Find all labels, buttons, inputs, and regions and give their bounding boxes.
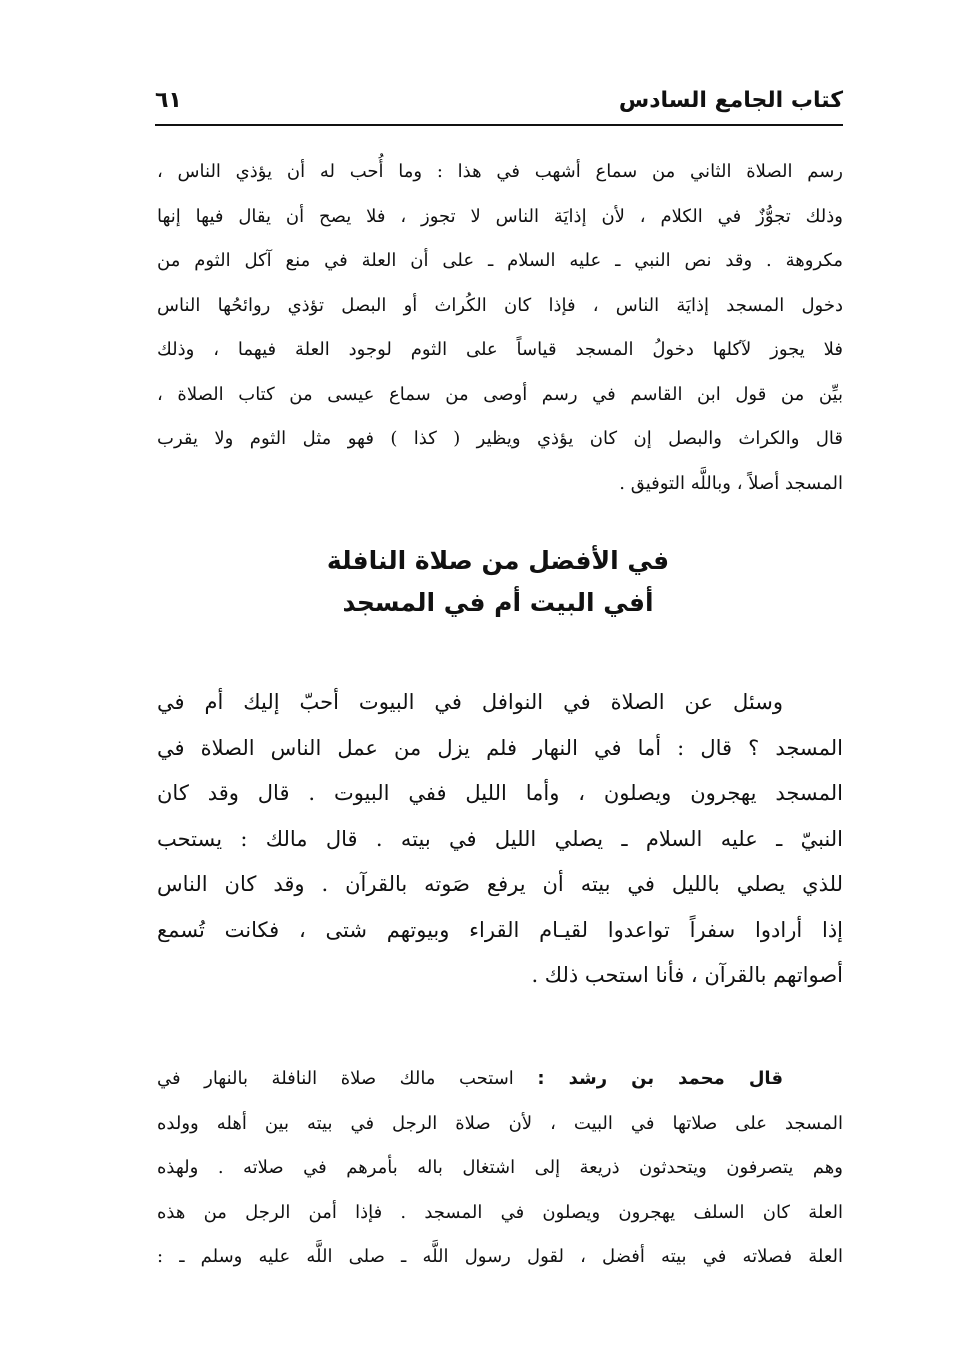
commentator-name: قال محمد بن رشد : [537, 1068, 783, 1089]
text-line: أصواتهم بالقرآن ، فأنا استحب ذلك . [531, 963, 843, 987]
text-line: إذا أرادوا سفراً تواعدوا لقيـام القراء وبيوتهم شتى ، فكانت تُسمع [157, 917, 843, 942]
text-line: وذلك تجوُّزٌ في الكلام ، لأن إذايَة الناس لا تجوز ، فلا يصح أن يقال فيها إنها [157, 205, 843, 227]
text-line: فلا يجوز لآكلها دخولُ المسجد قياساً على الثوم لوجود العلة فيهما ، وذلك [157, 339, 843, 360]
paragraph-commentary-2 [157, 1057, 843, 1280]
text-line: مكروهة . وقد نص النبي ـ عليه السلام ـ على أن العلة في منع آكل الثوم من [157, 250, 843, 271]
book-title: كتاب الجامع السادس [618, 88, 843, 113]
text-line: العلة فصلاته في بيته أفضل ، لقول رسول اللَّه ـ صلى اللَّه عليه وسلم ـ : [157, 1246, 843, 1267]
text-line: وسئل عن الصلاة في النوافل في البيوت أحبّ إليك أم في [157, 690, 783, 714]
section-heading [155, 540, 841, 624]
text-line: العلة كان السلف يهجرون ويصلون في المسجد . فإذا أمن الرجل من هذه [157, 1201, 843, 1223]
text-line: المسجد أصلاً ، وباللَّه التوفيق . [619, 472, 843, 494]
text-line: للذي يصلي بالليل في بيته أن يرفع صَوته بالقرآن . وقد كان الناس [157, 872, 843, 896]
section-heading-line-2: أفي البيت أم في المسجد [342, 588, 654, 617]
text-line: دخول المسجد إذايَة الناس ، فإذا كان الكُراث أو البصل تؤذي روائحُها الناس [157, 294, 843, 316]
running-header [155, 88, 843, 120]
section-heading-line-1: في الأفضل من صلاة النافلة [326, 546, 670, 575]
text-line: بيِّن من قول ابن القاسم في رسم أوصى من سماع عيسى من كتاب الصلاة ، [157, 383, 843, 405]
page-number: ٦١ [155, 88, 182, 113]
paragraph-main-text [157, 680, 843, 999]
text-line: وهم يتصرفون ويتحدثون ذريعة إلى اشتغال باله بأمرهم في صلاته . ولهذه [157, 1157, 843, 1178]
header-rule [155, 124, 843, 126]
text-line-rest: استحب مالك صلاة النافلة بالنهار في [157, 1068, 514, 1089]
text-line: المسجد على صلاتها في البيت ، لأن صلاة الرجل في بيته بين أهله وولده [157, 1112, 843, 1134]
text-line: المسجد ؟ قال : أما في النهار فلم يزل من عمل الناس الصلاة في [157, 735, 843, 760]
text-line: رسم الصلاة الثاني من سماع أشهب في هذا : وما أُحب له أن يؤذي الناس ، [157, 161, 843, 182]
text-line: النبيّ ـ عليه السلام ـ يصلي الليل في بيته . قال مالك : يستحب [157, 826, 843, 851]
text-line: المسجد يهجرون ويصلون ، وأما الليل ففي البيوت . قال وقد كان [157, 781, 843, 805]
text-line [157, 1057, 843, 1102]
paragraph-commentary-1 [157, 150, 843, 506]
text-line: قال والكراث والبصل إن كان يؤذي ويظير ( كذا ) فهو مثل الثوم ولا يقرب [157, 428, 843, 449]
